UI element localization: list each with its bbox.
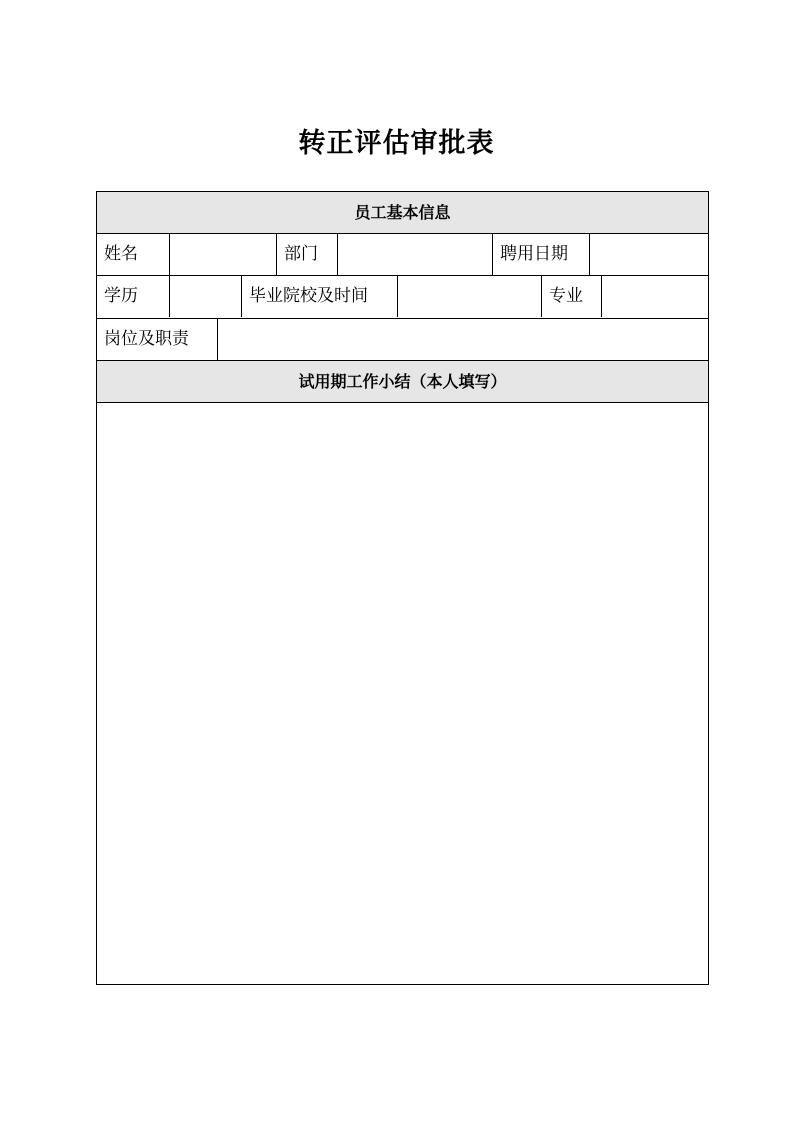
info-row-2 (97, 276, 708, 319)
school-and-time-field[interactable] (397, 276, 541, 317)
name-label: 姓名 (104, 244, 138, 264)
major-field[interactable] (601, 276, 708, 317)
basic-info-header: 员工基本信息 (97, 192, 708, 234)
department-label: 部门 (276, 234, 337, 275)
education-field[interactable] (169, 276, 241, 317)
major-label: 专业 (541, 276, 601, 317)
summary-header: 试用期工作小结（本人填写） (97, 361, 708, 403)
hire-date-field[interactable] (589, 234, 708, 275)
name-field[interactable] (169, 234, 276, 275)
position-duties-field[interactable] (217, 319, 708, 360)
approval-form (96, 191, 709, 985)
summary-textarea[interactable] (97, 403, 708, 984)
hire-date-label: 聘用日期 (492, 234, 589, 275)
info-row-3 (97, 319, 708, 361)
info-row-1 (97, 234, 708, 276)
school-and-time-label: 毕业院校及时间 (241, 276, 397, 317)
education-label: 学历 (104, 286, 138, 306)
position-duties-label: 岗位及职责 (104, 329, 189, 349)
department-field[interactable] (337, 234, 492, 275)
document-title: 转正评估审批表 (298, 128, 495, 159)
